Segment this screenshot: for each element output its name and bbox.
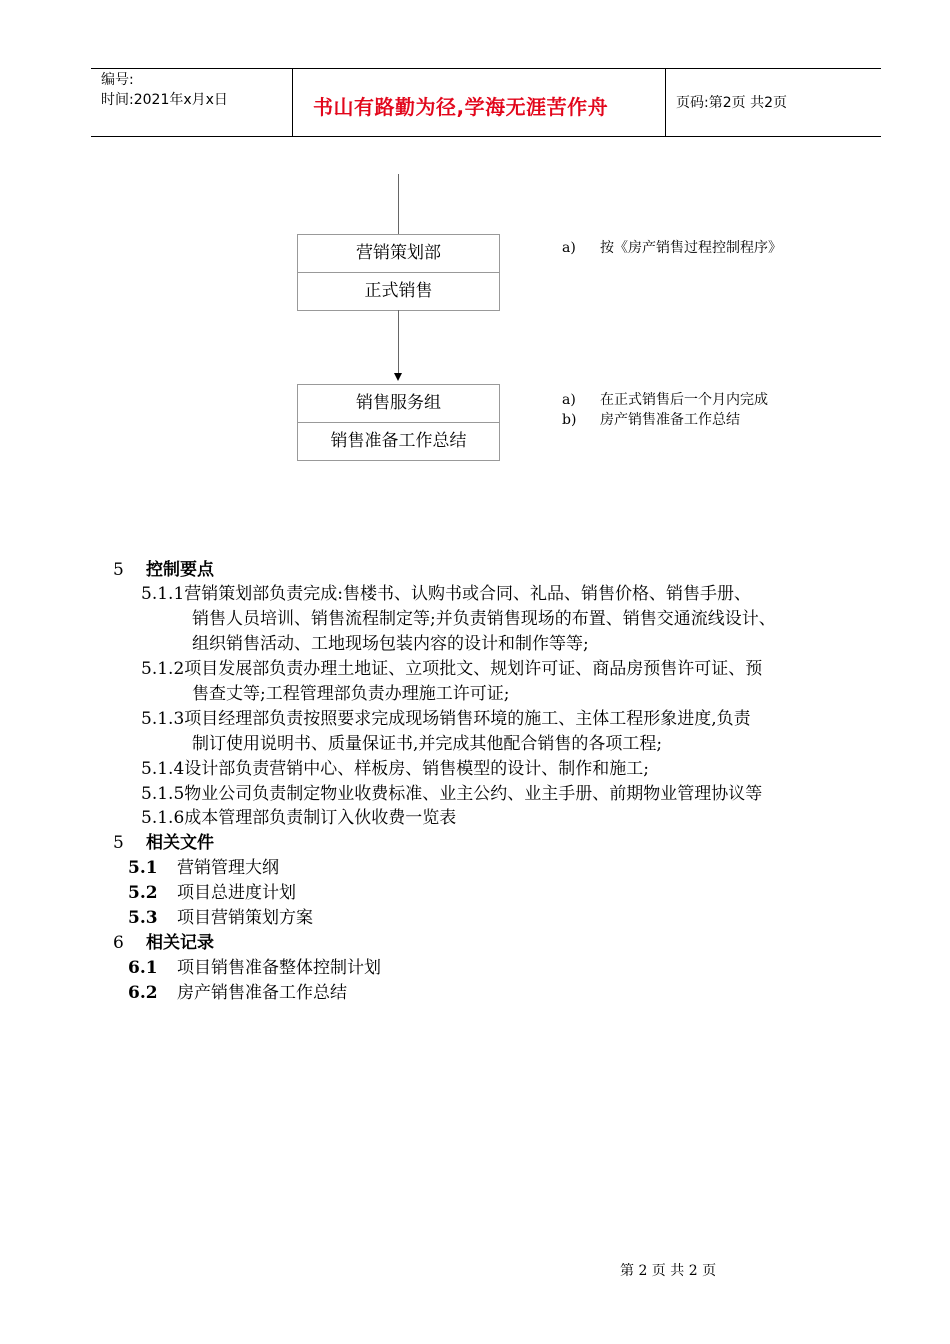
flow-step-sales-service xyxy=(297,384,500,461)
list-item-number: 6.2 xyxy=(128,983,158,1003)
flow-step-dept: 营销策划部 xyxy=(356,243,441,263)
section-number: 5 xyxy=(113,833,124,853)
flow-step-task: 正式销售 xyxy=(298,272,499,310)
note-text: 房产销售准备工作总结 xyxy=(600,412,740,428)
flow-step-task: 销售准备工作总结 xyxy=(298,422,499,460)
paragraph-line: 5.1.1营销策划部负责完成:售楼书、认购书或合同、礼品、销售价格、销售手册、 xyxy=(141,584,751,604)
flow-step-dept: 销售服务组 xyxy=(356,393,441,413)
note-marker: a) xyxy=(562,240,576,256)
list-item: 营销管理大纲 xyxy=(177,858,279,878)
section-title: 相关记录 xyxy=(146,933,214,953)
header-divider-right xyxy=(665,69,666,136)
paragraph-line: 售查丈等;工程管理部负责办理施工许可证; xyxy=(192,684,510,704)
paragraph-line: 5.1.3项目经理部负责按照要求完成现场销售环境的施工、主体工程形象进度,负责 xyxy=(141,709,751,729)
arrow-down-icon xyxy=(394,373,402,381)
paragraph-line: 5.1.5物业公司负责制定物业收费标准、业主公约、业主手册、前期物业管理协议等 xyxy=(141,784,763,804)
note-marker: b) xyxy=(562,412,577,428)
connector-middle xyxy=(398,310,399,374)
list-item: 项目营销策划方案 xyxy=(177,908,313,928)
flow-note-1 xyxy=(562,238,782,258)
flow-step-marketing-planning xyxy=(297,234,500,311)
paragraph-line: 组织销售活动、工地现场包装内容的设计和制作等等; xyxy=(192,634,589,654)
note-text: 按《房产销售过程控制程序》 xyxy=(600,240,782,256)
page-indicator: 页码:第2页 共2页 xyxy=(676,95,787,111)
section-number: 5 xyxy=(113,560,124,580)
header-bottom-rule xyxy=(91,136,881,137)
list-item-number: 5.2 xyxy=(128,883,158,903)
connector-top xyxy=(398,174,399,234)
doc-time-label: 时间:2021年x月x日 xyxy=(101,92,228,108)
page-footer: 第 2 页 共 2 页 xyxy=(620,1263,717,1279)
list-item: 项目总进度计划 xyxy=(177,883,296,903)
list-item-number: 5.1 xyxy=(128,858,158,878)
list-item-number: 6.1 xyxy=(128,958,158,978)
header-divider-left xyxy=(292,69,293,136)
paragraph-line: 5.1.4设计部负责营销中心、样板房、销售模型的设计、制作和施工; xyxy=(141,759,649,779)
doc-number-label: 编号: xyxy=(101,72,134,88)
header-top-rule xyxy=(91,68,881,69)
header-motto: 书山有路勤为径,学海无涯苦作舟 xyxy=(313,95,609,119)
note-marker: a) xyxy=(562,392,576,408)
paragraph-line: 制订使用说明书、质量保证书,并完成其他配合销售的各项工程; xyxy=(192,734,663,754)
section-title: 控制要点 xyxy=(146,560,214,580)
list-item: 房产销售准备工作总结 xyxy=(177,983,347,1003)
paragraph-line: 销售人员培训、销售流程制定等;并负责销售现场的布置、销售交通流线设计、 xyxy=(192,609,776,629)
list-item: 项目销售准备整体控制计划 xyxy=(177,958,381,978)
paragraph-line: 5.1.2项目发展部负责办理土地证、立项批文、规划许可证、商品房预售许可证、预 xyxy=(141,659,763,679)
section-number: 6 xyxy=(113,933,124,953)
note-text: 在正式销售后一个月内完成 xyxy=(600,392,768,408)
section-title: 相关文件 xyxy=(146,833,214,853)
paragraph-line: 5.1.6成本管理部负责制订入伙收费一览表 xyxy=(141,808,457,828)
list-item-number: 5.3 xyxy=(128,908,158,928)
flow-note-2 xyxy=(562,390,768,430)
